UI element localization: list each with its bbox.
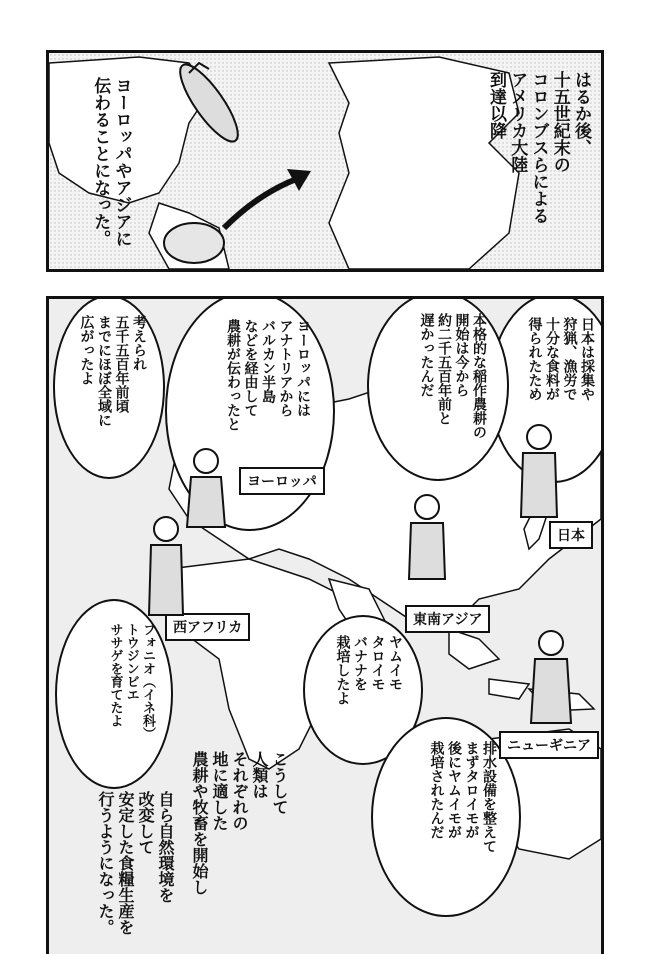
figure-southeast-asia [399, 493, 459, 583]
bubble-west-africa: フォニオ（イネ科） トウジンビエ ササゲを育てたよ [55, 599, 173, 789]
label-japan: 日本 [549, 521, 593, 549]
potato-icon [164, 223, 224, 263]
narration-top: はるか後、 十五世紀末の コロンブスらによる アメリカ大陸 到達以降 [486, 71, 591, 224]
bubble-europe-2: 考えられ 五千五百年前頃 までにほぼ全域に 広がったよ [53, 296, 165, 479]
narration-bottom: こうして 人類は それぞれの 地に適した 農耕や牧畜を開始し [190, 751, 289, 895]
figure-japan [511, 423, 561, 523]
bubble-new-guinea: 排水設備を整えて まずタロイモが 後にヤムイモが 栽培されたんだ [371, 717, 521, 917]
label-west-africa: 西アフリカ [165, 613, 250, 641]
label-southeast-asia: 東南アジア [405, 605, 490, 633]
label-europe: ヨーロッパ [239, 467, 325, 495]
caption-top: ヨーロッパやアジアに 伝わることになった。 [90, 77, 132, 247]
bubble-rice: 本格的な稲作農耕の 開始は今から 約二千五百年前と 遅かったんだ [367, 296, 509, 481]
bubble-southeast-asia: ヤムイモ タロイモ バナナを 栽培したよ [303, 615, 423, 765]
figure-west-africa [141, 515, 191, 625]
label-new-guinea: ニューギニア [499, 731, 599, 759]
narration-bottom-2: 自ら自然環境を 改変して 安定した食糧生産を 行うようになった。 [96, 791, 175, 935]
bubble-japan: 日本は採集や 狩猟、漁労で 十分な食料が 得られたため [489, 296, 604, 483]
world-map-panel [46, 296, 604, 954]
top-panel [46, 50, 604, 272]
figure-new-guinea [521, 629, 591, 729]
bubble-europe: ヨーロッパには アナトリアから バルカン半島 などを経由して 農耕が伝わったと [165, 296, 335, 531]
